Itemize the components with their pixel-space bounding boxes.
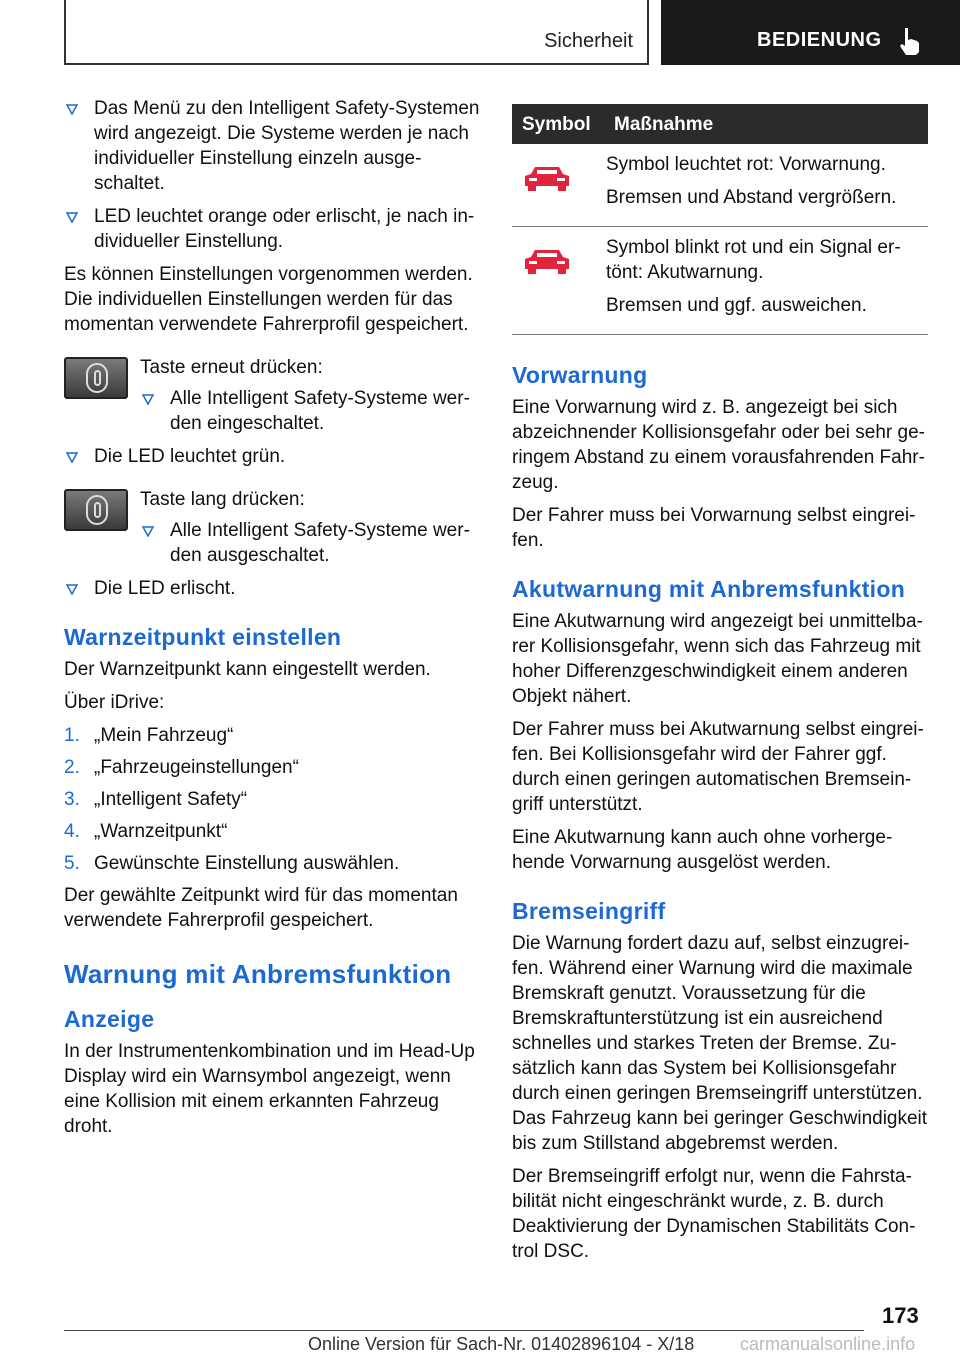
paragraph: Der gewählte Zeitpunkt wird für das momentan verwendete Fahrerprofil gespeichert. xyxy=(64,885,458,931)
triangle-bullet-icon xyxy=(66,104,78,115)
car-warning-icon xyxy=(522,164,572,194)
triangle-bullet-icon xyxy=(66,212,78,223)
car-warning-icon xyxy=(522,247,572,277)
heading-bremseingriff: Bremseingriff xyxy=(512,898,666,924)
header-section-title: Sicherheit xyxy=(544,30,633,52)
footer-online-version: Online Version für Sach-Nr. 01402896104 - X/18 xyxy=(308,1334,695,1354)
paragraph: In der Instrumentenkombination und im Head-Up Display wird ein Warnsymbol angezeigt, wenn eine Kollision mit einem erkannten Fahrzeug droht. xyxy=(64,1041,475,1137)
header-chapter-box xyxy=(661,0,960,65)
numbered-step: 1. „Mein Fahrzeug“ xyxy=(64,725,234,746)
button-instruction xyxy=(64,487,484,568)
symbol-table xyxy=(512,104,928,335)
heading-anzeige: Anzeige xyxy=(64,1006,155,1032)
instruction-text: Taste lang drücken: xyxy=(140,489,305,510)
safety-button-icon xyxy=(64,357,128,399)
numbered-step: 2. „Fahrzeugeinstellungen“ xyxy=(64,757,299,778)
paragraph: Der Bremseingriff erfolgt nur, wenn die Fahrstabilität nicht eingeschränkt wurde, z. B. durch Deaktivierung der Dynamischen Stabilitäts Control DSC. xyxy=(512,1166,916,1262)
list-item: Alle Intelligent Safety-Systeme werden eingeschaltet. xyxy=(140,386,484,436)
paragraph: Es können Einstellungen vorgenommen werden. Die individuellen Einstellungen werden für das momentan verwendete Fahrerprofil gespeichert. xyxy=(64,264,473,335)
paragraph: Eine Akutwarnung wird angezeigt bei unmittelbarer Kollisionsgefahr, wenn sich das Fahrzeug mit hoher Differenzgeschwindigkeit einem anderen Objekt nähert. xyxy=(512,611,923,707)
heading-akutwarnung: Akutwarnung mit Anbremsfunktion xyxy=(512,576,906,602)
header-chapter-title: BEDIENUNG xyxy=(757,29,882,51)
numbered-step: 3. „Intelligent Safety“ xyxy=(64,789,248,810)
list-item: Das Menü zu den Intelligent Safety-Systemen wird angezeigt. Die Systeme werden je nach individueller Einstellung einzeln ausgeschaltet. xyxy=(64,96,484,196)
paragraph: Der Fahrer muss bei Vorwarnung selbst eingreifen. xyxy=(512,505,916,551)
list-item: LED leuchtet orange oder erlischt, je nach individueller Einstellung. xyxy=(64,204,484,254)
paragraph: Eine Vorwarnung wird z. B. angezeigt bei sich abzeichnender Kollisionsgefahr oder bei sehr geringem Abstand zu einem vorausfahrenden Fahrzeug. xyxy=(512,397,925,493)
heading-warnzeitpunkt: Warnzeitpunkt einstellen xyxy=(64,624,342,650)
left-column xyxy=(64,96,484,1147)
table-header-massnahme: Maßnahme xyxy=(604,104,928,144)
table-header-symbol: Symbol xyxy=(512,104,604,144)
numbered-step: 5. Gewünschte Einstellung auswählen. xyxy=(64,853,400,874)
heading-warnung-anbremsfunktion: Warnung mit Anbremsfunktion xyxy=(64,959,452,989)
list-item: Die LED leuchtet grün. xyxy=(64,444,484,469)
numbered-step: 4. „Warnzeitpunkt“ xyxy=(64,821,228,842)
instruction-text: Taste erneut drücken: xyxy=(140,357,323,378)
safety-button-icon xyxy=(64,489,128,531)
paragraph: Der Warnzeitpunkt kann eingestellt werden. xyxy=(64,659,431,680)
triangle-bullet-icon xyxy=(142,394,154,405)
paragraph: Die Warnung fordert dazu auf, selbst einzugreifen. Während einer Warnung wird die maximale Bremskraft genutzt. Voraussetzung für die Bremskraftunterstützung ist ein ausreichend schnelles und starkes Treten der Bremse. Zusätzlich kann das System bei Kollisionsgefahr durch einen geringen Bremseingriff unterstützen. Das Fahrzeug kann bei geringer Geschwindigkeit bis zum Stillstand abgebremst werden. xyxy=(512,933,928,1154)
triangle-bullet-icon xyxy=(66,452,78,463)
table-row: Symbol blinkt rot und ein Signal ertönt: Akutwarnung. Bremsen und ggf. ausweichen. xyxy=(512,227,928,335)
triangle-bullet-icon xyxy=(66,584,78,595)
button-instruction xyxy=(64,355,484,436)
right-column xyxy=(512,104,928,1272)
paragraph: Eine Akutwarnung kann auch ohne vorhergehende Vorwarnung ausgelöst werden. xyxy=(512,827,893,873)
watermark-text: carmanualsonline.info xyxy=(740,1334,916,1354)
table-row: Symbol leuchtet rot: Vorwarnung. Bremsen und Abstand vergrößern. xyxy=(512,144,928,227)
footer-divider xyxy=(64,1330,864,1331)
header-section-box xyxy=(64,0,649,65)
hand-pointer-icon xyxy=(893,24,927,58)
list-item: Die LED erlischt. xyxy=(64,576,484,601)
list-item: Alle Intelligent Safety-Systeme werden ausgeschaltet. xyxy=(140,518,484,568)
paragraph: Der Fahrer muss bei Akutwarnung selbst eingreifen. Bei Kollisionsgefahr wird der Fahrer ggf. durch einen geringen automatischen Bremseingriff unterstützt. xyxy=(512,719,924,815)
triangle-bullet-icon xyxy=(142,526,154,537)
heading-vorwarnung: Vorwarnung xyxy=(512,362,648,388)
paragraph: Über iDrive: xyxy=(64,692,165,713)
page-number: 173 xyxy=(882,1303,919,1328)
